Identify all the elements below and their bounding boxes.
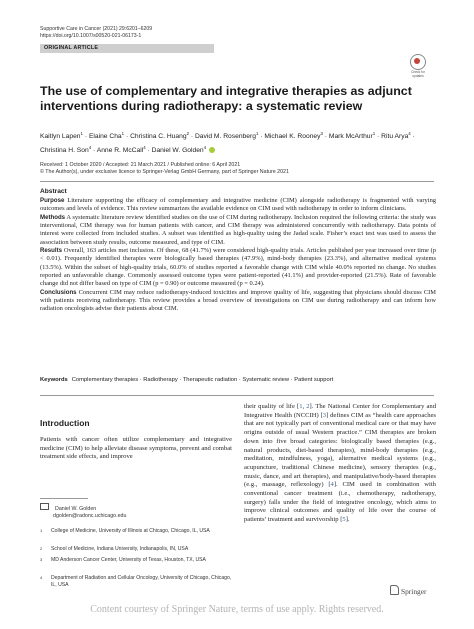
affiliation bbox=[40, 575, 232, 588]
author[interactable] bbox=[40, 133, 83, 140]
author-name[interactable]: Mark McArthur bbox=[328, 133, 373, 141]
journal-doi[interactable]: https://doi.org/10.1007/s00520-021-06173-1 bbox=[40, 33, 142, 39]
author[interactable] bbox=[130, 133, 189, 140]
body-text: ]. CIM used in combination with conventional cancer treatment (i.e., chemotherapy, radiotherapy, surgery) falls under the field of integrative oncology, which aims to improve clinical outcomes and quality of life over the course of patients’ treatment and survivorship [ bbox=[244, 481, 436, 524]
author-name[interactable]: Kaitlyn Lapen bbox=[40, 133, 81, 141]
citation-link[interactable]: 3 bbox=[322, 411, 327, 419]
conclusions-label: Conclusions bbox=[40, 288, 77, 296]
author-name[interactable]: Christina C. Huang bbox=[130, 133, 187, 141]
affiliation-text: Department of Radiation and Cellular Oncology, University of Chicago, Chicago, IL, USA bbox=[51, 575, 232, 588]
envelope-icon bbox=[40, 503, 49, 510]
methods-label: Methods bbox=[40, 213, 66, 221]
introduction-paragraph: Patients with cancer often utilize complementary and integrative medicine (CIM) to help alleviate disease symptoms, prevent and combat treatment side effects, and improve bbox=[40, 436, 232, 461]
abstract-methods bbox=[40, 214, 436, 247]
author-affiliation-number: 2 bbox=[186, 131, 190, 136]
author[interactable] bbox=[329, 133, 375, 140]
author-name[interactable]: Elaine Cha bbox=[88, 133, 122, 141]
citation-link[interactable]: 2 bbox=[306, 403, 310, 410]
author-affiliation-number: 4 bbox=[408, 131, 411, 136]
check-for-updates-badge[interactable] bbox=[404, 54, 432, 80]
results-label: Results bbox=[40, 247, 63, 255]
author[interactable] bbox=[97, 147, 146, 154]
check-updates-label bbox=[404, 71, 432, 78]
affiliation bbox=[40, 546, 232, 553]
courtesy-notice: Content courtesy of Springer Nature, terms of use apply. Rights reserved. bbox=[90, 604, 384, 615]
check-updates-line1: Check for bbox=[411, 70, 425, 74]
affiliation-text: College of Medicine, University of Illinois at Chicago, Chicago, IL, USA bbox=[51, 528, 210, 534]
affiliation bbox=[40, 557, 232, 564]
methods-text: A systematic literature review identified studies on the use of CIM during radiotherapy. Inclusion required the following criteria: the study was interventional, CIM therapy was for human patients with cancer, and CIM therapy was administered concurrently with radiotherapy. Data points of interest were collected from included studies. A subset was identified as high-quality using the Jadad scale. Fisher’s exact test was used to assess the association between study results, outcome measured, and type of CIM. bbox=[40, 213, 436, 246]
author-affiliation-number: 4 bbox=[143, 145, 146, 151]
publisher-name: Springer bbox=[401, 587, 427, 596]
body-text: ] defines CIM as “health care approaches that are not typically part of conventional medical care or that may have origins outside of usual Western practice.” CIM therapies are broken down into five broad categories: biologically based therapies (e.g., natural products, diet-based therapies), mind-body therapies (e.g., meditation, mindfulness, yoga), alternative medical systems (e.g., acupuncture, traditional Chinese medicine), sensory therapies (e.g., music, dance, and art therapies), and manipulative/body-based therapies (e.g., massage, reflexology) [ bbox=[244, 411, 437, 489]
results-text: Overall, 163 articles met inclusion. Of these, 68 (41.7%) were considered high-quality trials. Articles published per year increased over time (p < 0.01). Frequently identified therapies were biologically based therapies (47.9%), mind-body therapies (23.3%), and alternative medical systems (13.5%). Within the subset of high-quality trials, 60.0% of studies reported a favorable change with CIM while 40.0% reported no change. No studies reported an unfavorable change. Commonly assessed outcome types were patient-reported (41.1%) and provider-reported (21.5%). Rate of favorable change did not differ based on type of CIM (p = 0.90) or outcome measured (p = 0.24). bbox=[40, 247, 436, 288]
body-text: , bbox=[302, 403, 307, 410]
affiliation-number: 2 bbox=[40, 546, 43, 551]
divider bbox=[40, 181, 434, 182]
right-column-text bbox=[244, 403, 436, 525]
citation-link[interactable]: 5 bbox=[342, 516, 346, 524]
contact-email[interactable]: dgolden@radonc.uchicago.edu bbox=[53, 513, 127, 519]
springer-horse-icon bbox=[390, 585, 399, 595]
introduction-heading: Introduction bbox=[40, 418, 90, 428]
article-title: The use of complementary and integrative therapies as adjunct interventions during radiotherapy: a systematic review bbox=[40, 84, 412, 113]
keywords-line bbox=[40, 377, 436, 383]
author-affiliation-number: 1 bbox=[80, 131, 83, 136]
author-affiliation-number: 3 bbox=[320, 131, 323, 136]
purpose-text: Literature supporting the efficacy of complementary and integrative medicine (CIM) alongside radiotherapy is fragmented with varying outcomes and levels of evidence. This review summarizes the available evidence on CIM used with radiotherapy in order to inform clinicians. bbox=[40, 197, 437, 213]
affiliation-text: MD Anderson Cancer Center, University of Texas, Houston, TX, USA bbox=[51, 557, 206, 563]
abstract-body bbox=[40, 197, 436, 314]
footnote-divider bbox=[40, 498, 88, 499]
journal-header bbox=[40, 26, 152, 40]
affiliation bbox=[40, 528, 232, 535]
publisher-logo bbox=[390, 585, 426, 596]
abstract-conclusions bbox=[40, 289, 436, 314]
author-affiliation-number: 4 bbox=[203, 145, 207, 151]
orcid-icon[interactable] bbox=[209, 147, 215, 153]
citation-link[interactable]: 1 bbox=[299, 403, 303, 410]
body-text: their quality of life [ bbox=[244, 403, 300, 410]
author-affiliation-number: 1 bbox=[121, 131, 125, 136]
author[interactable] bbox=[264, 133, 323, 140]
author-name[interactable]: Ritu Arya bbox=[381, 133, 409, 141]
purpose-label: Purpose bbox=[40, 197, 65, 204]
author[interactable] bbox=[40, 147, 91, 154]
author[interactable] bbox=[195, 133, 258, 140]
body-text: ]. The National Center for Complementary and Integrative Health (NCCIH) [ bbox=[244, 403, 437, 419]
divider bbox=[40, 395, 434, 396]
keywords-items: Complementary therapies · Radiotherapy · Therapeutic radiation · Systematic review · Patient support bbox=[71, 377, 334, 383]
publication-dates: Received: 1 October 2020 / Accepted: 21 March 2021 / Published online: 6 April 2021 bbox=[40, 162, 241, 168]
affiliation-number: 4 bbox=[40, 575, 43, 580]
check-updates-line2: updates bbox=[412, 73, 424, 78]
citation-link[interactable]: 4 bbox=[330, 481, 334, 489]
author-name[interactable]: David M. Rosenberg bbox=[194, 133, 256, 141]
author-name[interactable]: Daniel W. Golden bbox=[151, 147, 204, 155]
affiliation-text: School of Medicine, Indiana University, Indianapolis, IN, USA bbox=[51, 546, 189, 552]
author-name[interactable]: Christina H. Son bbox=[40, 147, 89, 155]
author-affiliation-number: 4 bbox=[88, 145, 92, 151]
author[interactable] bbox=[152, 147, 207, 154]
check-updates-icon bbox=[410, 54, 426, 70]
copyright-notice: © The Author(s), under exclusive licence to Springer-Verlag GmbH Germany, part of Springer Nature 2021 bbox=[40, 169, 289, 175]
author-affiliation-number: 1 bbox=[372, 131, 376, 136]
affiliation-number: 3 bbox=[40, 557, 43, 562]
author-name[interactable]: Michael K. Rooney bbox=[264, 133, 321, 141]
publication-info bbox=[40, 162, 289, 176]
conclusions-text: Concurrent CIM may reduce radiotherapy-induced toxicities and improve quality of life, suggesting that physicians should discuss CIM with patients receiving radiotherapy. This review provides a broad overview of investigations on CIM use during radiotherapy and can inform how radiation oncologists advise their patients about CIM. bbox=[40, 288, 437, 313]
abstract-purpose bbox=[40, 197, 436, 214]
author-list: Kaitlyn Lapen$^1$ · Elaine Cha$^1$ · Christina C. Huang$^2$ · David M. Rosenberg$^1$ · Michael K. Rooney$^3$ · Mark McArthur$^1$ · Ritu Arya$^4$ · Christina H. Son$^4$ · Anne R. McCall$^4$ · Daniel W. Golden$^4$ bbox=[40, 131, 415, 155]
author-affiliation-number: 1 bbox=[255, 131, 259, 136]
affiliation-number: 1 bbox=[40, 528, 43, 533]
contact-name: Daniel W. Golden bbox=[55, 506, 97, 512]
body-text: ]. bbox=[345, 516, 350, 524]
keywords-label: Keywords bbox=[40, 377, 68, 383]
author[interactable] bbox=[381, 133, 411, 140]
journal-citation: Supportive Care in Cancer (2021) 29:6201–6209 bbox=[40, 26, 153, 32]
corresponding-author bbox=[40, 503, 232, 520]
author[interactable] bbox=[89, 133, 124, 140]
author-name[interactable]: Anne R. McCall bbox=[96, 147, 144, 155]
abstract-heading: Abstract bbox=[40, 188, 67, 195]
article-type-banner: ORIGINAL ARTICLE bbox=[40, 44, 214, 53]
abstract-results bbox=[40, 247, 436, 289]
